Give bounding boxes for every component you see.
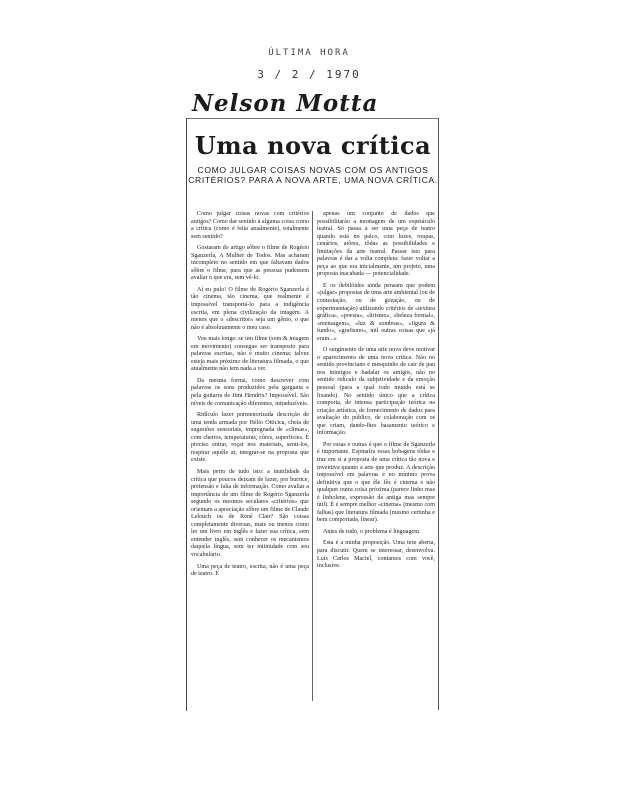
article-paragraph: E os debilóides ainda pensam que podem «julgar» propostas de uma arte ambiental (ou de contestação, ou de gozação, ou de experimentação) utilizando critérios de «textura gráfica», «poesia», «lirismo», «beleza formal», «mensagem», «luz & sombras», «figura & fundo», «grafismo», mil outras coisas que «já eram...» [317,282,435,342]
article-paragraph: Aí eu pulo! O filme de Rogério Sganzerla é tão cinema, tão cinema, que realmente é impossível transportá-lo para a indigência escrita, em plena civilização da imagem. A menos que o «descritor» seja um gênio, o que não é absolutamente o meu caso. [191,286,309,331]
article-paragraph: Da mesma forma, como descrever com palavras os sons produzidos pela garganta e pela guitarra de Jimi Hendrix? Impossível. São níveis de comunicação diferentes, intraduzíveis. [191,377,309,407]
columnist-name: Nelson Motta [192,90,379,117]
newspaper-name: ÚLTIMA HORA [268,48,350,58]
article-column-right [317,211,435,575]
article-paragraph: Gostaram do artigo sôbre o filme de Rogério Sganzerla, A Mulher de Todos. Mas acharam incompleto no sentido em que faltavam dados sôbre o filme, para que as pessoas pudessem avaliar o que era, sem vê-lo. [191,245,309,282]
article-paragraph: apenas um conjunto de dados que possibilitarão a montagem de um espetáculo teatral. Só passa a ser uma peça de teatro quando está no palco, com luzes, roupas, cenários, atôres, tôdas as possibilidades e limitações da arte teatral. Passar isto para palavras é dar a volta completa: fazer voltar a peça ao que era inicialmente, um projeto, uma proposta inacabada — potencialidade. [317,211,435,278]
article-clipping [186,118,439,711]
article-paragraph: Mais perto de tudo isto: a inutilidade da crítica que poucos deixam de fazer, por burrice, pretensão e falta de informação. Como avaliar a importância de um filme de Rogério Sganzerla segundo os mesmos seculares «critérios» que orientam a apreciação sôbre um filme de Claude Lelouch ou de René Clair? São coisas completamente diversas, mais ou menos como ler um livro em inglês e fazer sua crítica, sem entender inglês, sem conhecer os mecanismos daquela língua, sem ter intimidade com seu vocabulário. [191,468,309,558]
article-paragraph: Vou mais longe: se um filme (som & imagem em movimento) consegue ser transposto para palavras escritas, não é muito cinema; talvez esteja mais próximo de literatura filmada, o que atualmente não tem nada a ver. [191,336,309,373]
article-paragraph: Por essas e outras é que o filme de Sganzerla é importante. Espinafra essas bobagens tôdas e traz em si a proposta de uma crítica tão nova e inventiva quanto a arte que produz. A descrição impossível em palavras é no mínimo prova definitiva que o que êle fêz é cinema e não qualquer outra coisa próxima (parece linho mas é linholene, expressão da antiga mas sempre útil). É é sempre melhor «cinema» (mesmo com falhas) que literatura filmada (mesmo certinha e bem comportada, linear). [317,441,435,524]
article-title: Uma nova crítica [194,131,432,160]
clipping-right-edge [438,118,439,710]
article-paragraph: Ridículo fazer pormenorizada descrição de uma tenda armada por Hélio Oiticica, cheia de sugestões sensoriais, impregnada de «climas», com cheiros, temperaturas, côres, superfícies. É preciso entrar, roçar nos materiais, senti-los, respirar aquêle ar, integrar-se na proposta que existe. [191,412,309,464]
article-paragraph: Como julgar coisas novas com critérios antigos? Como dar sentido à alguma coisa como a crítica (como é feita atualmente), totalmente sem sentido? [191,211,309,240]
article-column-left [191,211,309,583]
article-paragraph: O surgimento de uma arte nova deve motivar o aparecimento de uma nova crítica. Não no sentido provinciano e mesquinho de cair de pau nos inimigos e badalar os amigos, não no sentido ridículo da subjetividade e da emoção pessoal (para a qual todo mundo está se lixando). No sentido único que a crítica comporta, de intensa participação teórica na criação artística, de fornecimento de dados para avaliação do público, de colaboração com os que criam, dando-lhes basamento teórico e informação. [317,347,435,437]
article-paragraph: Esta é a minha proposição. Uma tese aberta, para discutir. Quem se interessar, desenvolva. Luís Carlos Maciel, contamos com você, inclusive. [317,540,435,570]
publication-date: 3 / 2 / 1970 [257,68,361,81]
article-subtitle: COMO JULGAR COISAS NOVAS COM OS ANTIGOS CRITÉRIOS? PARA A NOVA ARTE, UMA NOVA CRÍTICA. [188,165,438,185]
article-paragraph: Uma peça de teatro, escrita, não é uma peça de teatro. É [191,563,309,578]
column-divider [312,211,313,701]
article-paragraph: Antes de tudo, o problema é linguagem. [323,528,421,535]
